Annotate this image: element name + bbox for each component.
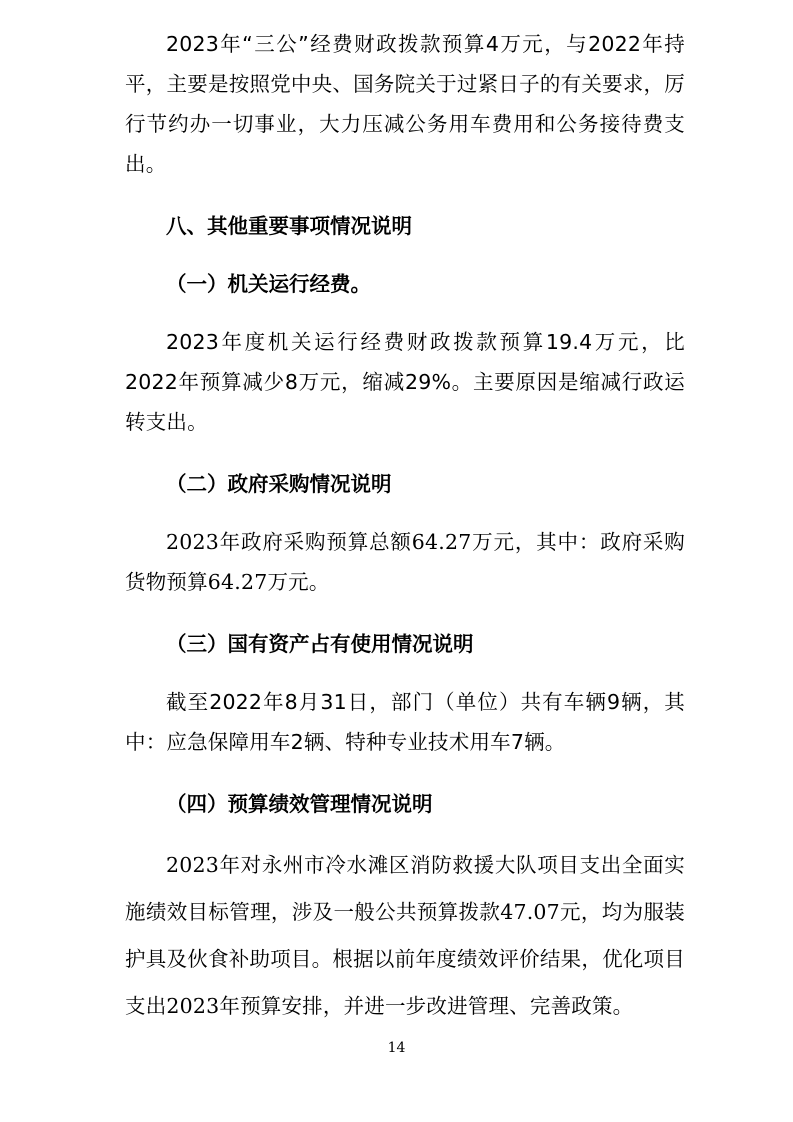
subsection-heading-one: （一）机关运行经费。 [166, 272, 371, 296]
paragraph-spacer [125, 824, 685, 842]
page-number: 14 [387, 1040, 406, 1056]
subsection-heading-three: （三）国有资产占有使用情况说明 [166, 632, 474, 656]
paragraph-spacer [125, 664, 685, 682]
subsection-heading-two: （二）政府采购情况说明 [166, 472, 392, 496]
section-heading-eight: 八、其他重要事项情况说明 [166, 214, 412, 238]
document-body [125, 24, 685, 1030]
paragraph-spacer [125, 304, 685, 322]
paragraph-government-procurement: 2023年政府采购预算总额64.27万元，其中：政府采购货物预算64.27万元。 [125, 530, 685, 594]
paragraph-spacer [125, 184, 685, 206]
subsection-heading-four: （四）预算绩效管理情况说明 [166, 792, 433, 816]
paragraph-performance-management: 2023年对永州市冷水滩区消防救援大队项目支出全面实施绩效目标管理，涉及一般公共预算拨款47.07元，均为服装护具及伙食补助项目。根据以前年度绩效评价结果，优化项目支出2023年预算安排，并进一步改进管理、完善政策。 [125, 853, 685, 1018]
paragraph-state-assets: 截至2022年8月31日，部门（单位）共有车辆9辆，其中：应急保障用车2辆、特种专业技术用车7辆。 [125, 690, 685, 754]
paragraph-spacer [125, 762, 685, 784]
paragraph-operating-expenses: 2023年度机关运行经费财政拨款预算19.4万元，比2022年预算减少8万元，缩减29%。主要原因是缩减行政运转支出。 [125, 330, 685, 434]
paragraph-spacer [125, 602, 685, 624]
paragraph-spacer [125, 442, 685, 464]
paragraph-spacer [125, 246, 685, 264]
paragraph-three-public-expenses: 2023年“三公”经费财政拨款预算4万元，与2022年持平，主要是按照党中央、国务院关于过紧日子的有关要求，厉行节约办一切事业，大力压减公务用车费用和公务接待费支出。 [125, 32, 685, 176]
paragraph-spacer [125, 504, 685, 522]
